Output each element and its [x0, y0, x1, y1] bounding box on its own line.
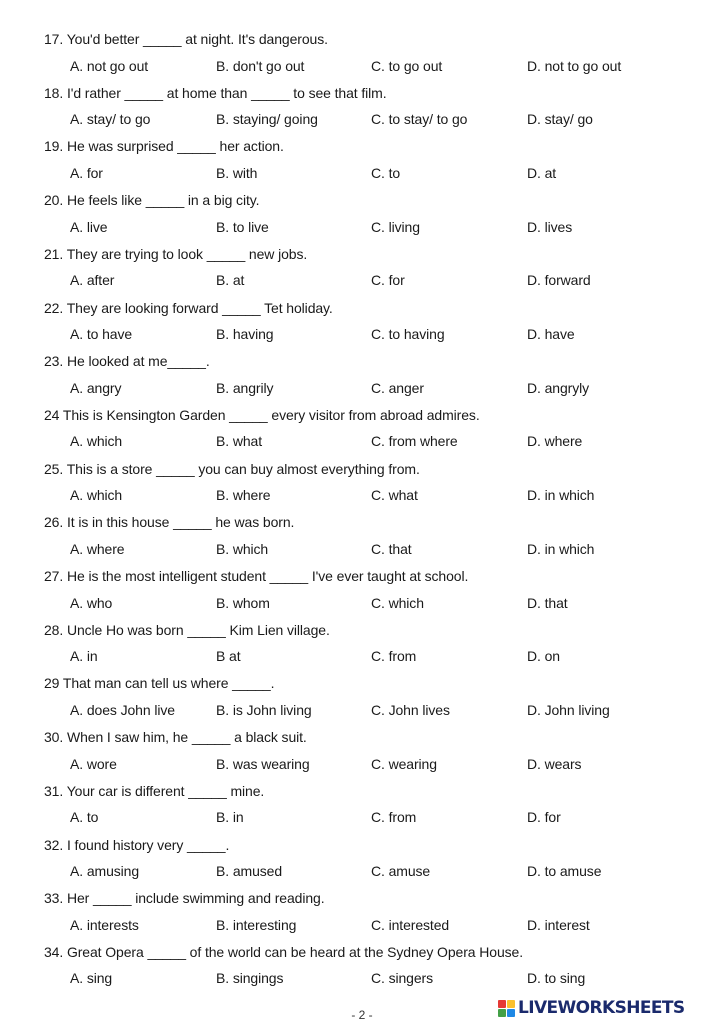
answer-option-c: C. living	[371, 218, 420, 235]
answer-option-c: C. from where	[371, 433, 458, 450]
page-number: - 2 -	[351, 1008, 373, 1022]
answer-option-b: B. having	[216, 326, 274, 342]
answer-option-d: D. at	[527, 164, 557, 181]
question-prompt: 26. It is in this house _____ he was born.	[44, 514, 295, 531]
answer-option-d: D. for	[527, 809, 561, 826]
answer-option-a: A. to have	[70, 326, 133, 342]
answer-option-c: C. interested	[371, 916, 450, 933]
question-prompt: 28. Uncle Ho was born _____ Kim Lien village.	[44, 621, 330, 638]
answer-option-b: B. interesting	[216, 916, 297, 933]
answer-option-d: D. forward	[527, 272, 591, 289]
answer-option-c: C. to having	[371, 326, 445, 342]
answer-option-d: D. stay/ go	[527, 111, 593, 128]
answer-option-a: A. angry	[70, 379, 122, 396]
answer-option-c: C. to go out	[371, 57, 443, 74]
answer-option-a: A. which	[70, 433, 123, 450]
answer-option-d: D. that	[527, 594, 568, 611]
question-prompt: 20. He feels like _____ in a big city.	[44, 192, 260, 209]
logo-mark-icon	[498, 1000, 515, 1017]
answer-option-d: D. on	[527, 648, 560, 665]
answer-option-a: A. interests	[70, 916, 139, 933]
answer-option-a: A. to	[70, 809, 99, 826]
answer-option-d: D. where	[527, 433, 583, 450]
answer-option-c: C. that	[371, 540, 412, 557]
answer-option-d: D. wears	[527, 755, 582, 772]
answer-option-c: C. singers	[371, 970, 434, 987]
answer-option-a: A. who	[70, 594, 113, 611]
answer-option-a: A. which	[70, 487, 123, 504]
question-prompt: 19. He was surprised _____ her action.	[44, 138, 284, 155]
answer-option-d: D. to sing	[527, 970, 586, 987]
answer-option-a: A. not go out	[70, 57, 149, 74]
question-prompt: 22. They are looking forward _____ Tet holiday.	[44, 299, 333, 316]
answer-option-a: A. in	[70, 648, 98, 665]
answer-option-c: C. what	[371, 487, 418, 504]
answer-option-c: C. John lives	[371, 701, 450, 718]
answer-option-b: B at	[216, 648, 241, 665]
brand-name: LIVEWORKSHEETS	[518, 998, 685, 1018]
answer-option-c: C. for	[371, 272, 405, 289]
answer-option-c: C. from	[371, 809, 417, 826]
answer-option-a: A. sing	[70, 970, 113, 987]
answer-option-b: B. is John living	[216, 701, 312, 718]
answer-option-d: D. have	[527, 326, 575, 342]
question-prompt: 30. When I saw him, he _____ a black suit.	[44, 729, 307, 746]
answer-option-d: D. in which	[527, 487, 595, 504]
answer-option-a: A. where	[70, 540, 125, 557]
liveworksheets-logo	[498, 998, 685, 1018]
answer-option-b: B. in	[216, 809, 244, 826]
answer-option-d: D. in which	[527, 540, 595, 557]
answer-option-a: A. amusing	[70, 863, 140, 879]
answer-option-d: D. John living	[527, 701, 610, 718]
question-prompt: 21. They are trying to look _____ new jobs.	[44, 245, 308, 262]
answer-option-c: C. from	[371, 648, 417, 665]
answer-option-a: A. wore	[70, 755, 117, 772]
question-prompt: 23. He looked at me_____.	[44, 353, 210, 370]
answer-option-a: A. live	[70, 218, 108, 235]
answer-option-b: B. which	[216, 540, 269, 557]
answer-option-c: C. to stay/ to go	[371, 111, 468, 128]
answer-option-c: C. to	[371, 164, 401, 181]
answer-option-c: C. anger	[371, 379, 424, 396]
question-prompt: 24 This is Kensington Garden _____ every visitor from abroad admires.	[44, 406, 480, 423]
answer-option-c: C. wearing	[371, 755, 437, 772]
question-prompt: 27. He is the most intelligent student _____ I've ever taught at school.	[44, 568, 469, 584]
answer-option-b: B. with	[216, 164, 258, 181]
answer-option-b: B. staying/ going	[216, 111, 318, 128]
answer-option-d: D. to amuse	[527, 863, 602, 879]
answer-option-a: A. for	[70, 164, 103, 181]
question-prompt: 32. I found history very _____.	[44, 836, 230, 853]
answer-option-b: B. don't go out	[216, 57, 305, 74]
question-prompt: 33. Her _____ include swimming and reading.	[44, 890, 325, 907]
answer-option-b: B. singings	[216, 970, 284, 987]
answer-option-d: D. interest	[527, 916, 590, 933]
answer-option-c: C. which	[371, 594, 424, 611]
answer-option-d: D. angryly	[527, 379, 590, 396]
answer-option-b: B. was wearing	[216, 755, 310, 772]
question-prompt: 17. You'd better _____ at night. It's dangerous.	[44, 31, 328, 47]
answer-option-b: B. where	[216, 487, 271, 504]
question-prompt: 31. Your car is different _____ mine.	[44, 782, 265, 799]
answer-option-b: B. amused	[216, 863, 283, 879]
answer-option-c: C. amuse	[371, 863, 431, 879]
question-prompt: 18. I'd rather _____ at home than _____ to see that film.	[44, 84, 387, 101]
question-prompt: 34. Great Opera _____ of the world can be heard at the Sydney Opera House.	[44, 943, 524, 960]
answer-option-d: D. lives	[527, 218, 573, 235]
answer-option-b: B. whom	[216, 594, 270, 611]
question-prompt: 25. This is a store _____ you can buy almost everything from.	[44, 460, 420, 477]
answer-option-a: A. does John live	[70, 701, 175, 718]
answer-option-b: B. angrily	[216, 379, 274, 396]
answer-option-b: B. at	[216, 272, 245, 289]
answer-option-a: A. after	[70, 272, 115, 289]
answer-option-d: D. not to go out	[527, 57, 622, 74]
answer-option-b: B. what	[216, 433, 262, 450]
question-prompt: 29 That man can tell us where _____.	[44, 675, 275, 692]
answer-option-a: A. stay/ to go	[70, 111, 151, 128]
answer-option-b: B. to live	[216, 218, 269, 235]
